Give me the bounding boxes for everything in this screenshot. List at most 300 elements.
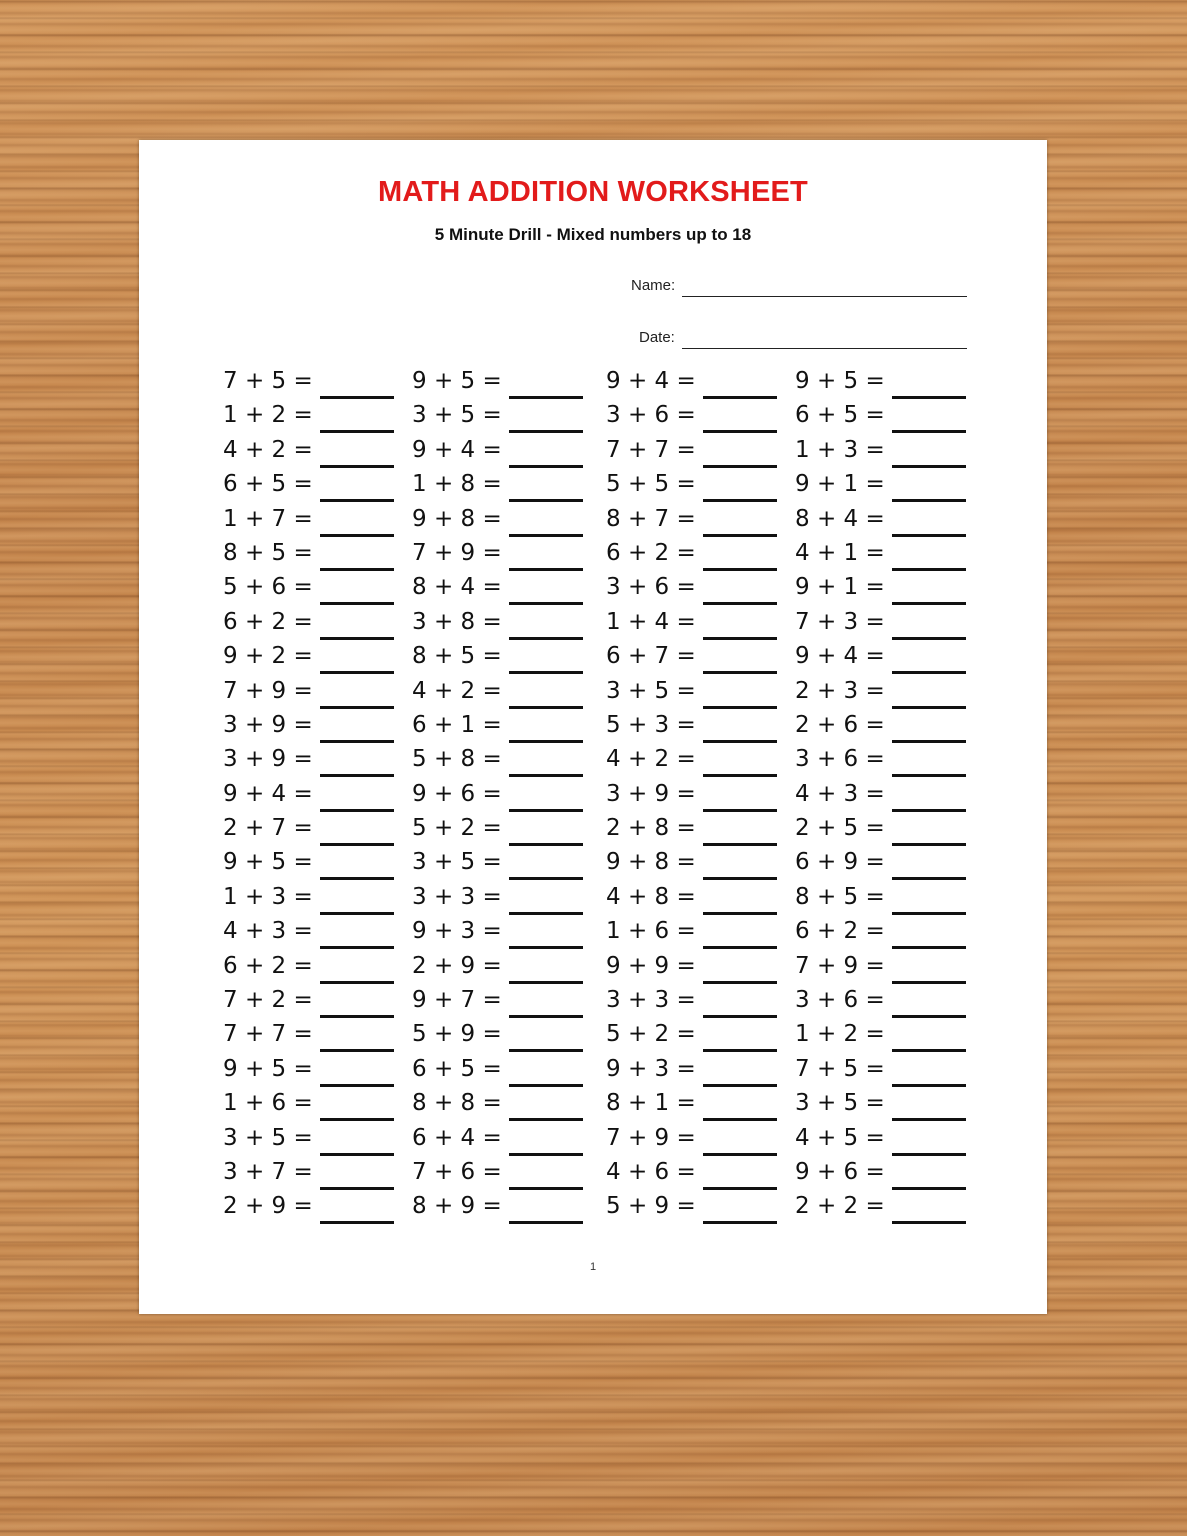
answer-blank[interactable]: [892, 912, 966, 915]
problem-expression: 9 + 1 =: [795, 574, 885, 601]
answer-blank[interactable]: [509, 946, 583, 949]
problem-expression: 3 + 5 =: [795, 1090, 885, 1117]
problem-row: [412, 538, 587, 572]
problem-row: [795, 538, 970, 572]
problem-row: [795, 641, 970, 675]
problem-expression: 7 + 5 =: [223, 368, 313, 394]
problem-column-3: [606, 366, 781, 1226]
problem-row: [606, 572, 781, 606]
problem-expression: 6 + 7 =: [606, 643, 696, 670]
problem-expression: 6 + 1 =: [412, 711, 502, 738]
problem-row: [223, 985, 398, 1019]
problem-expression: 7 + 7 =: [606, 436, 696, 463]
answer-blank[interactable]: [320, 1084, 394, 1087]
problem-expression: 1 + 2 =: [795, 1021, 885, 1048]
problem-expression: 3 + 5 =: [606, 677, 696, 704]
problem-expression: 3 + 9 =: [223, 711, 313, 738]
problem-expression: 8 + 5 =: [795, 883, 885, 910]
problem-expression: 6 + 5 =: [223, 471, 313, 498]
answer-blank[interactable]: [509, 1187, 583, 1190]
problem-row: [412, 676, 587, 710]
problem-expression: 6 + 5 =: [412, 1055, 502, 1082]
answer-blank[interactable]: [703, 981, 777, 984]
problem-row: [412, 916, 587, 950]
problem-expression: 9 + 6 =: [412, 780, 502, 807]
answer-blank[interactable]: [509, 671, 583, 674]
problem-expression: 3 + 6 =: [606, 574, 696, 601]
answer-blank[interactable]: [320, 1187, 394, 1190]
problem-expression: 9 + 6 =: [795, 1158, 885, 1185]
answer-blank[interactable]: [892, 774, 966, 777]
answer-blank[interactable]: [703, 877, 777, 880]
answer-blank[interactable]: [892, 809, 966, 812]
problem-row: [606, 366, 781, 400]
answer-blank[interactable]: [320, 1153, 394, 1156]
answer-blank[interactable]: [703, 499, 777, 502]
problem-row: [223, 1157, 398, 1191]
problem-row: [412, 607, 587, 641]
problem-row: [223, 469, 398, 503]
answer-blank[interactable]: [703, 1118, 777, 1121]
problem-row: [795, 916, 970, 950]
problem-row: [606, 710, 781, 744]
problem-expression: 3 + 9 =: [606, 780, 696, 807]
answer-blank[interactable]: [892, 534, 966, 537]
problem-row: [795, 435, 970, 469]
problem-row: [412, 882, 587, 916]
problem-row: [223, 847, 398, 881]
answer-blank[interactable]: [703, 809, 777, 812]
answer-blank[interactable]: [703, 637, 777, 640]
problem-row: [795, 744, 970, 778]
answer-blank[interactable]: [703, 1049, 777, 1052]
answer-blank[interactable]: [892, 602, 966, 605]
problem-row: [223, 676, 398, 710]
problem-row: [412, 779, 587, 813]
problem-row: [606, 1054, 781, 1088]
problem-expression: 4 + 2 =: [412, 677, 502, 704]
problem-expression: 9 + 5 =: [223, 849, 313, 876]
answer-blank[interactable]: [320, 946, 394, 949]
problem-row: [223, 779, 398, 813]
answer-blank[interactable]: [320, 568, 394, 571]
problem-expression: 7 + 9 =: [223, 677, 313, 704]
answer-blank[interactable]: [509, 499, 583, 502]
problem-row: [223, 1019, 398, 1053]
answer-blank[interactable]: [892, 946, 966, 949]
problem-row: [795, 847, 970, 881]
answer-blank[interactable]: [703, 568, 777, 571]
answer-blank[interactable]: [320, 1221, 394, 1224]
problem-expression: 8 + 7 =: [606, 505, 696, 532]
problem-row: [606, 1019, 781, 1053]
answer-blank[interactable]: [509, 1015, 583, 1018]
problem-expression: 2 + 7 =: [223, 815, 313, 842]
name-field[interactable]: [682, 296, 967, 297]
problem-expression: 5 + 3 =: [606, 711, 696, 738]
problem-expression: 1 + 3 =: [795, 436, 885, 463]
answer-blank[interactable]: [320, 981, 394, 984]
problem-expression: 9 + 5 =: [412, 368, 502, 394]
answer-blank[interactable]: [320, 877, 394, 880]
problem-expression: 9 + 4 =: [795, 643, 885, 670]
problem-row: [223, 504, 398, 538]
problem-expression: 4 + 3 =: [795, 780, 885, 807]
problem-row: [795, 1157, 970, 1191]
problem-expression: 3 + 6 =: [795, 746, 885, 773]
answer-blank[interactable]: [509, 912, 583, 915]
answer-blank[interactable]: [509, 534, 583, 537]
problem-expression: 6 + 2 =: [606, 539, 696, 566]
problem-row: [412, 1054, 587, 1088]
problem-row: [606, 1123, 781, 1157]
problem-expression: 2 + 5 =: [795, 815, 885, 842]
problem-row: [412, 813, 587, 847]
answer-blank[interactable]: [892, 981, 966, 984]
problem-row: [606, 504, 781, 538]
problem-expression: 3 + 3 =: [606, 987, 696, 1014]
answer-blank[interactable]: [509, 981, 583, 984]
problem-expression: 7 + 2 =: [223, 987, 313, 1014]
problem-expression: 7 + 5 =: [795, 1055, 885, 1082]
problem-expression: 6 + 2 =: [795, 918, 885, 945]
problem-column-4: [795, 366, 970, 1226]
answer-blank[interactable]: [509, 396, 583, 399]
problem-row: [223, 538, 398, 572]
problem-row: [412, 951, 587, 985]
answer-blank[interactable]: [703, 465, 777, 468]
answer-blank[interactable]: [320, 740, 394, 743]
answer-blank[interactable]: [509, 843, 583, 846]
answer-blank[interactable]: [703, 946, 777, 949]
problem-expression: 9 + 4 =: [223, 780, 313, 807]
problem-expression: 5 + 9 =: [606, 1193, 696, 1220]
problem-row: [223, 572, 398, 606]
problem-row: [606, 607, 781, 641]
problem-expression: 8 + 8 =: [412, 1090, 502, 1117]
problem-expression: 9 + 1 =: [795, 471, 885, 498]
problem-expression: 9 + 8 =: [606, 849, 696, 876]
answer-blank[interactable]: [703, 430, 777, 433]
answer-blank[interactable]: [892, 706, 966, 709]
problem-row: [795, 400, 970, 434]
problem-row: [223, 607, 398, 641]
problem-row: [606, 641, 781, 675]
answer-blank[interactable]: [320, 706, 394, 709]
problem-expression: 7 + 9 =: [795, 952, 885, 979]
problem-row: [223, 1191, 398, 1225]
answer-blank[interactable]: [509, 465, 583, 468]
problem-column-1: [223, 366, 398, 1226]
problem-row: [795, 779, 970, 813]
problem-expression: 2 + 9 =: [223, 1193, 313, 1220]
problem-expression: 1 + 4 =: [606, 608, 696, 635]
answer-blank[interactable]: [892, 740, 966, 743]
problem-row: [412, 504, 587, 538]
answer-blank[interactable]: [509, 774, 583, 777]
answer-blank[interactable]: [509, 1221, 583, 1224]
problem-row: [223, 951, 398, 985]
answer-blank[interactable]: [892, 843, 966, 846]
page-number: 1: [589, 1261, 597, 1273]
answer-blank[interactable]: [892, 465, 966, 468]
answer-blank[interactable]: [892, 1015, 966, 1018]
date-label: Date:: [639, 329, 675, 346]
answer-blank[interactable]: [320, 499, 394, 502]
answer-blank[interactable]: [509, 877, 583, 880]
problem-expression: 5 + 2 =: [412, 815, 502, 842]
answer-blank[interactable]: [703, 774, 777, 777]
answer-blank[interactable]: [320, 912, 394, 915]
answer-blank[interactable]: [892, 1187, 966, 1190]
problem-expression: 4 + 1 =: [795, 539, 885, 566]
problem-row: [606, 469, 781, 503]
problem-row: [412, 1191, 587, 1225]
answer-blank[interactable]: [320, 534, 394, 537]
problem-expression: 2 + 2 =: [795, 1193, 885, 1220]
problem-row: [412, 572, 587, 606]
answer-blank[interactable]: [703, 843, 777, 846]
answer-blank[interactable]: [320, 1015, 394, 1018]
problem-expression: 4 + 5 =: [795, 1124, 885, 1151]
problem-row: [223, 882, 398, 916]
problem-row: [412, 400, 587, 434]
problem-row: [795, 1088, 970, 1122]
problem-row: [223, 916, 398, 950]
problem-row: [795, 1123, 970, 1157]
problem-row: [795, 1191, 970, 1225]
problem-expression: 1 + 8 =: [412, 471, 502, 498]
problem-row: [606, 676, 781, 710]
problem-expression: 1 + 2 =: [223, 402, 313, 429]
problem-row: [795, 710, 970, 744]
problem-expression: 3 + 5 =: [412, 849, 502, 876]
problem-row: [223, 400, 398, 434]
problem-row: [412, 1123, 587, 1157]
problem-expression: 7 + 9 =: [606, 1124, 696, 1151]
problem-row: [795, 469, 970, 503]
answer-blank[interactable]: [320, 809, 394, 812]
answer-blank[interactable]: [703, 1084, 777, 1087]
problem-expression: 5 + 8 =: [412, 746, 502, 773]
problem-expression: 6 + 2 =: [223, 952, 313, 979]
problem-row: [606, 1157, 781, 1191]
problem-expression: 5 + 5 =: [606, 471, 696, 498]
problem-row: [223, 710, 398, 744]
problem-row: [606, 882, 781, 916]
problem-expression: 4 + 8 =: [606, 883, 696, 910]
problem-expression: 4 + 2 =: [223, 436, 313, 463]
problem-expression: 9 + 5 =: [795, 368, 885, 394]
answer-blank[interactable]: [892, 1084, 966, 1087]
problem-row: [795, 366, 970, 400]
answer-blank[interactable]: [320, 774, 394, 777]
problem-expression: 5 + 6 =: [223, 574, 313, 601]
problem-row: [606, 951, 781, 985]
problem-expression: 4 + 3 =: [223, 918, 313, 945]
answer-blank[interactable]: [509, 1049, 583, 1052]
answer-blank[interactable]: [509, 1118, 583, 1121]
problem-expression: 9 + 7 =: [412, 987, 502, 1014]
problem-expression: 7 + 7 =: [223, 1021, 313, 1048]
problem-expression: 7 + 6 =: [412, 1158, 502, 1185]
answer-blank[interactable]: [892, 1049, 966, 1052]
problem-row: [795, 813, 970, 847]
problem-expression: 5 + 9 =: [412, 1021, 502, 1048]
answer-blank[interactable]: [703, 1187, 777, 1190]
answer-blank[interactable]: [703, 740, 777, 743]
problem-row: [412, 469, 587, 503]
answer-blank[interactable]: [703, 534, 777, 537]
problem-row: [606, 744, 781, 778]
answer-blank[interactable]: [703, 1153, 777, 1156]
problem-expression: 3 + 5 =: [223, 1124, 313, 1151]
problem-expression: 9 + 8 =: [412, 505, 502, 532]
problem-row: [795, 607, 970, 641]
problem-row: [223, 1123, 398, 1157]
problem-expression: 2 + 8 =: [606, 815, 696, 842]
problem-expression: 2 + 3 =: [795, 677, 885, 704]
problem-row: [606, 538, 781, 572]
answer-blank[interactable]: [892, 568, 966, 571]
answer-blank[interactable]: [509, 602, 583, 605]
problem-expression: 4 + 6 =: [606, 1158, 696, 1185]
problem-row: [412, 710, 587, 744]
problem-expression: 3 + 8 =: [412, 608, 502, 635]
problem-expression: 6 + 2 =: [223, 608, 313, 635]
problem-row: [795, 572, 970, 606]
answer-blank[interactable]: [703, 706, 777, 709]
answer-blank[interactable]: [892, 1153, 966, 1156]
problem-expression: 5 + 2 =: [606, 1021, 696, 1048]
answer-blank[interactable]: [703, 602, 777, 605]
worksheet-page: [139, 140, 1047, 1314]
problem-row: [606, 1191, 781, 1225]
problem-expression: 8 + 5 =: [223, 539, 313, 566]
problem-row: [223, 366, 398, 400]
problem-row: [412, 847, 587, 881]
problem-expression: 8 + 5 =: [412, 643, 502, 670]
answer-blank[interactable]: [892, 671, 966, 674]
problem-row: [795, 882, 970, 916]
problem-expression: 9 + 4 =: [606, 368, 696, 394]
problem-expression: 3 + 6 =: [606, 402, 696, 429]
problem-row: [606, 985, 781, 1019]
problem-column-2: [412, 366, 587, 1226]
problem-expression: 2 + 6 =: [795, 711, 885, 738]
answer-blank[interactable]: [320, 602, 394, 605]
problem-expression: 8 + 4 =: [795, 505, 885, 532]
problem-row: [223, 1088, 398, 1122]
problem-row: [412, 641, 587, 675]
answer-blank[interactable]: [703, 1015, 777, 1018]
problem-expression: 8 + 9 =: [412, 1193, 502, 1220]
answer-blank[interactable]: [892, 877, 966, 880]
problem-row: [795, 985, 970, 1019]
worksheet-subtitle: 5 Minute Drill - Mixed numbers up to 18: [434, 225, 752, 244]
answer-blank[interactable]: [320, 430, 394, 433]
answer-blank[interactable]: [703, 1221, 777, 1224]
answer-blank[interactable]: [320, 671, 394, 674]
answer-blank[interactable]: [892, 1118, 966, 1121]
problem-expression: 9 + 2 =: [223, 643, 313, 670]
problem-row: [795, 676, 970, 710]
problem-expression: 7 + 9 =: [412, 539, 502, 566]
answer-blank[interactable]: [703, 671, 777, 674]
answer-blank[interactable]: [320, 1049, 394, 1052]
date-field[interactable]: [682, 348, 967, 349]
problem-expression: 1 + 6 =: [223, 1090, 313, 1117]
problem-expression: 9 + 4 =: [412, 436, 502, 463]
worksheet-title: MATH ADDITION WORKSHEET: [378, 176, 808, 208]
problem-expression: 6 + 4 =: [412, 1124, 502, 1151]
answer-blank[interactable]: [509, 740, 583, 743]
problem-row: [223, 435, 398, 469]
answer-blank[interactable]: [320, 1118, 394, 1121]
problem-row: [412, 435, 587, 469]
problem-expression: 3 + 5 =: [412, 402, 502, 429]
problem-row: [412, 1088, 587, 1122]
problem-row: [412, 1157, 587, 1191]
problem-expression: 8 + 1 =: [606, 1090, 696, 1117]
problem-expression: 3 + 7 =: [223, 1158, 313, 1185]
problem-row: [795, 951, 970, 985]
problem-row: [412, 366, 587, 400]
answer-blank[interactable]: [509, 1153, 583, 1156]
problem-row: [412, 985, 587, 1019]
problem-expression: 9 + 3 =: [412, 918, 502, 945]
answer-blank[interactable]: [320, 465, 394, 468]
answer-blank[interactable]: [320, 843, 394, 846]
problem-row: [606, 400, 781, 434]
problem-expression: 1 + 6 =: [606, 918, 696, 945]
answer-blank[interactable]: [703, 396, 777, 399]
problem-expression: 6 + 9 =: [795, 849, 885, 876]
answer-blank[interactable]: [509, 430, 583, 433]
problem-row: [223, 1054, 398, 1088]
problem-expression: 9 + 5 =: [223, 1055, 313, 1082]
answer-blank[interactable]: [892, 430, 966, 433]
problem-row: [606, 1088, 781, 1122]
problem-row: [606, 779, 781, 813]
name-label: Name:: [631, 277, 676, 294]
problem-row: [223, 813, 398, 847]
problem-row: [606, 435, 781, 469]
answer-blank[interactable]: [509, 637, 583, 640]
problem-expression: 1 + 7 =: [223, 505, 313, 532]
answer-blank[interactable]: [320, 637, 394, 640]
problem-expression: 3 + 3 =: [412, 883, 502, 910]
problem-expression: 3 + 6 =: [795, 987, 885, 1014]
answer-blank[interactable]: [509, 706, 583, 709]
answer-blank[interactable]: [892, 637, 966, 640]
problem-expression: 9 + 9 =: [606, 952, 696, 979]
answer-blank[interactable]: [892, 1221, 966, 1224]
problem-expression: 9 + 3 =: [606, 1055, 696, 1082]
answer-blank[interactable]: [509, 809, 583, 812]
problem-row: [606, 847, 781, 881]
problem-row: [795, 1019, 970, 1053]
answer-blank[interactable]: [509, 1084, 583, 1087]
answer-blank[interactable]: [320, 396, 394, 399]
answer-blank[interactable]: [703, 912, 777, 915]
answer-blank[interactable]: [509, 568, 583, 571]
problem-expression: 6 + 5 =: [795, 402, 885, 429]
problem-row: [606, 916, 781, 950]
problem-expression: 4 + 2 =: [606, 746, 696, 773]
answer-blank[interactable]: [892, 396, 966, 399]
answer-blank[interactable]: [892, 499, 966, 502]
